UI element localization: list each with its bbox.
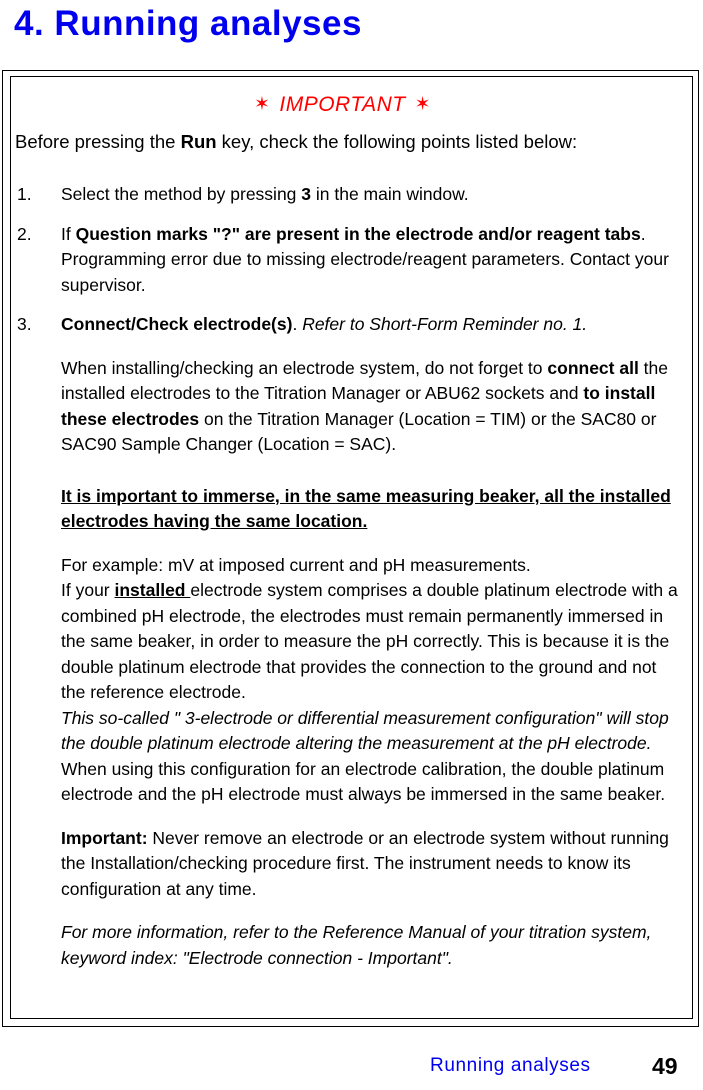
important-banner-label: IMPORTANT — [279, 93, 406, 116]
paragraph-install-check — [15, 356, 690, 458]
callout-paragraphs — [15, 356, 690, 972]
checklist-item-text — [61, 314, 587, 334]
text-run: . — [292, 314, 303, 334]
text-run: If — [61, 223, 76, 244]
italic-text: This so-called " 3-electrode or differential measurement configuration" will stop the double platinum electrode altering the measurement at the pH electrode. — [61, 707, 669, 753]
text-run: on the Titration Manager (Location = TIM) or the SAC80 or SAC90 Sample Changer (Location = SAC). — [61, 408, 657, 454]
text-run: Select the method by pressing — [61, 184, 302, 204]
text-run: When using this configuration for an electrode calibration, the double platinum electrode and the pH electrode must always be immersed in the same beaker. — [61, 758, 666, 804]
bold-text: Connect/Check electrode(s) — [61, 314, 293, 334]
italic-text: For more information, refer to the Reference Manual of your titration system, keyword index: "Electrode connection - Important". — [61, 922, 652, 968]
page-footer — [0, 1052, 703, 1090]
intro-text-before: Before pressing the — [15, 131, 181, 152]
intro-line — [15, 130, 690, 154]
intro-text-after: key, check the following points listed below: — [216, 131, 578, 152]
checklist-item — [15, 312, 690, 338]
text-run: in the main window. — [311, 184, 469, 204]
bold-text: Important: — [61, 827, 148, 848]
text-run: the installed electrodes to the Titration Manager or ABU62 sockets and — [61, 357, 669, 403]
checklist-item — [15, 182, 690, 208]
paragraph-example-explanation — [15, 553, 690, 808]
page-title: 4. Running analyses — [14, 4, 362, 43]
text-run: . Programming error due to missing electrode/reagent parameters. Contact your supervisor. — [61, 223, 669, 295]
checklist-item-number: 1. — [17, 184, 32, 204]
checklist-item-number: 2. — [17, 223, 32, 244]
paragraph-immerse-warning — [15, 484, 690, 535]
footer-page-number: 49 — [652, 1053, 678, 1079]
important-banner — [15, 77, 690, 118]
bold-underlined-text: installed — [114, 580, 191, 600]
text-run: Never remove an electrode or an electrode system without running the Installation/checking procedure first. The instrument needs to know its configuration at any time. — [61, 827, 669, 899]
star-icon-left: ✶ — [253, 94, 271, 115]
important-callout-box — [2, 70, 699, 1027]
important-callout-content — [15, 77, 690, 971]
run-key-label: Run — [180, 131, 217, 152]
checklist-item-text — [61, 224, 669, 295]
checklist-item-number: 3. — [17, 314, 32, 334]
bold-text: Question marks "?" are present in the electrode and/or reagent tabs — [75, 223, 641, 244]
italic-text: Refer to Short-Form Reminder no. 1. — [302, 314, 588, 334]
text-run: It is important to immerse, in the same measuring beaker, all the installed electrodes having the same location. — [61, 485, 671, 531]
checklist-item — [15, 222, 690, 299]
star-icon-right: ✶ — [414, 94, 432, 115]
footer-chapter-label: Running analyses — [430, 1055, 591, 1076]
bold-text: to install these electrodes — [61, 383, 656, 429]
paragraph-important-note — [15, 826, 690, 903]
bold-text: connect all — [547, 357, 639, 378]
checklist — [15, 182, 690, 338]
checklist-item-text — [61, 184, 469, 204]
text-run: If your — [61, 580, 115, 600]
text-run: electrode system comprises a double platinum electrode with a combined pH electrode, the electrodes must remain permanently immersed in the same beaker, in order to measure the pH correctly. This is because it is the double platinum electrode that provides the connection to the ground and not the reference electrode. — [61, 580, 678, 702]
text-run: For example: mV at imposed current and pH measurements. — [61, 554, 531, 575]
paragraph-more-information — [15, 920, 690, 971]
text-run: When installing/checking an electrode system, do not forget to — [61, 357, 548, 378]
bold-text: 3 — [301, 184, 312, 204]
